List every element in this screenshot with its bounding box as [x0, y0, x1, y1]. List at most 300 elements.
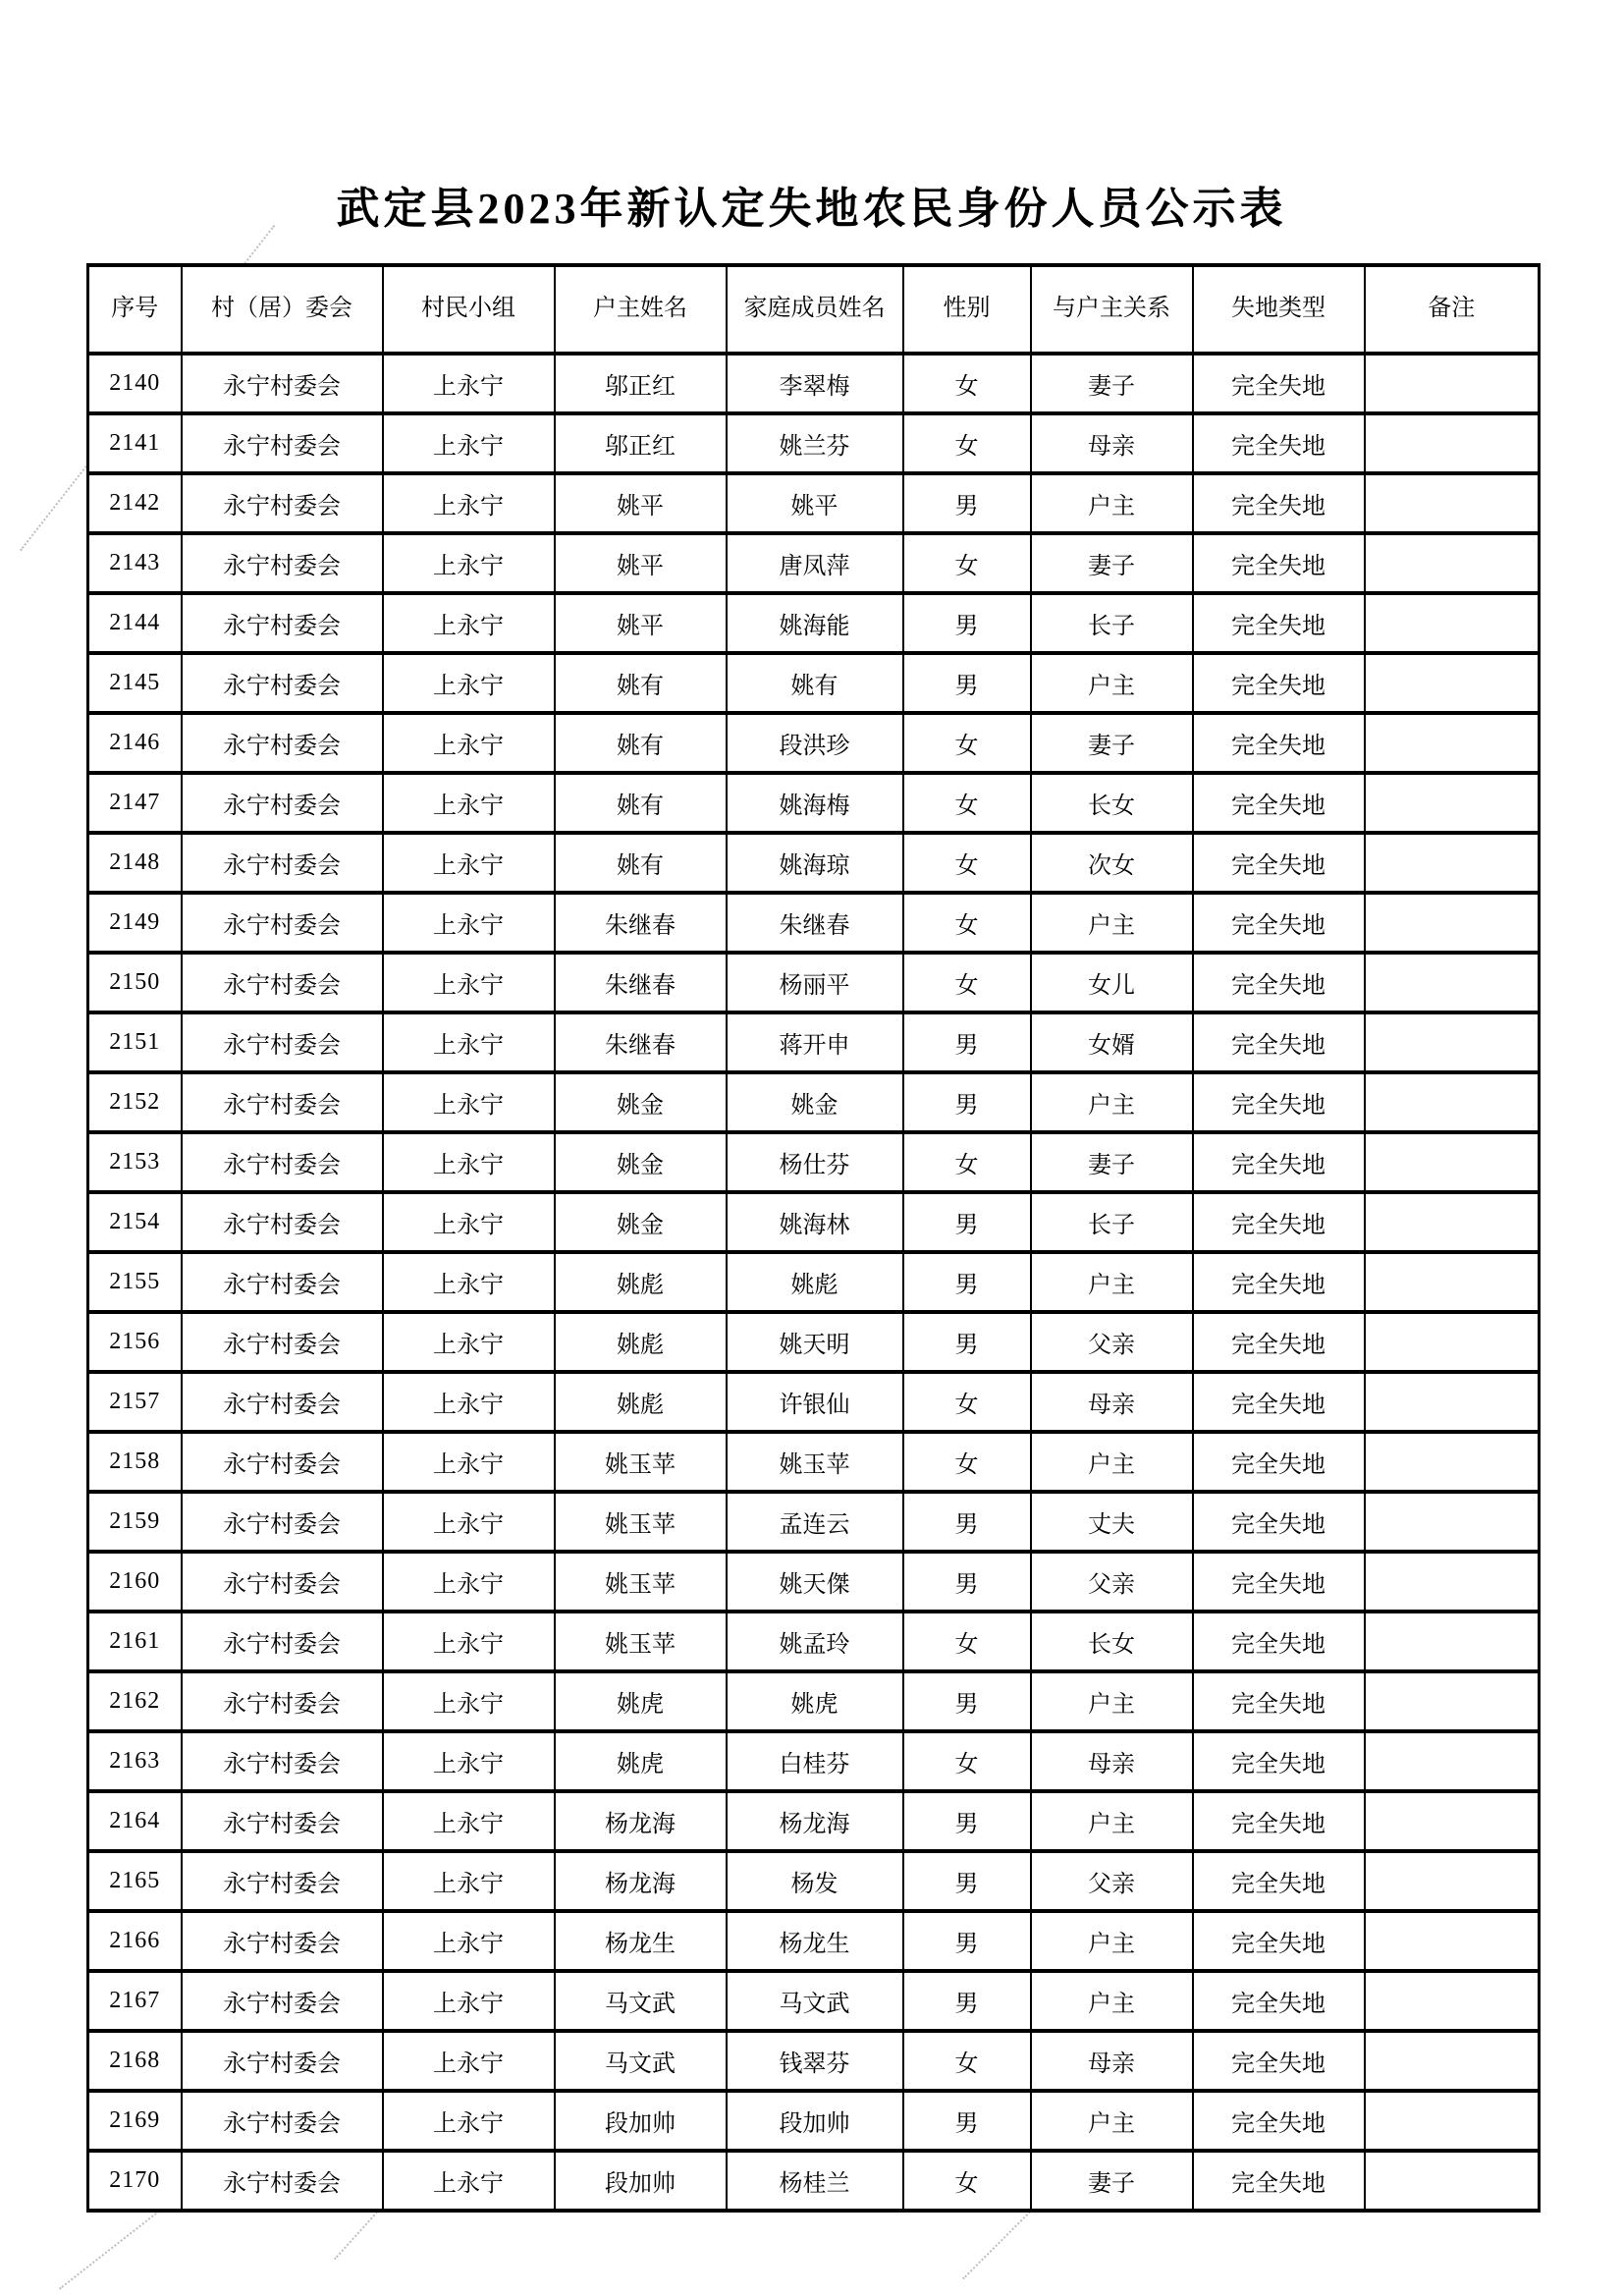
- cell-serial: 2163: [88, 1731, 182, 1791]
- cell-relation: 女儿: [1031, 953, 1193, 1012]
- cell-loss-type: 完全失地: [1193, 354, 1365, 413]
- cell-member-name: 姚天傑: [727, 1552, 903, 1612]
- cell-head-name: 杨龙生: [555, 1911, 727, 1971]
- cell-committee: 永宁村委会: [182, 473, 383, 533]
- cell-committee: 永宁村委会: [182, 1851, 383, 1911]
- cell-loss-type: 完全失地: [1193, 1612, 1365, 1671]
- cell-committee: 永宁村委会: [182, 1791, 383, 1851]
- column-header-remark: 备注: [1365, 265, 1540, 354]
- cell-group: 上永宁: [383, 1971, 555, 2031]
- cell-loss-type: 完全失地: [1193, 2091, 1365, 2151]
- cell-serial: 2152: [88, 1072, 182, 1132]
- table-row: [88, 1911, 1540, 1971]
- table-row: [88, 953, 1540, 1012]
- cell-relation: 母亲: [1031, 2031, 1193, 2091]
- cell-member-name: 杨丽平: [727, 953, 903, 1012]
- cell-serial: 2153: [88, 1132, 182, 1192]
- cell-relation: 户主: [1031, 1671, 1193, 1731]
- cell-relation: 妻子: [1031, 533, 1193, 593]
- cell-group: 上永宁: [383, 1492, 555, 1552]
- cell-relation: 母亲: [1031, 1372, 1193, 1432]
- cell-head-name: 姚玉苹: [555, 1552, 727, 1612]
- table-row: [88, 1671, 1540, 1731]
- cell-member-name: 许银仙: [727, 1372, 903, 1432]
- cell-gender: 女: [903, 833, 1031, 893]
- cell-group: 上永宁: [383, 773, 555, 833]
- cell-gender: 男: [903, 1971, 1031, 2031]
- cell-committee: 永宁村委会: [182, 1072, 383, 1132]
- cell-committee: 永宁村委会: [182, 593, 383, 653]
- cell-head-name: 姚金: [555, 1132, 727, 1192]
- cell-serial: 2150: [88, 953, 182, 1012]
- cell-remark: [1365, 1791, 1540, 1851]
- cell-loss-type: 完全失地: [1193, 1971, 1365, 2031]
- table-row: [88, 413, 1540, 473]
- cell-remark: [1365, 773, 1540, 833]
- cell-serial: 2145: [88, 653, 182, 713]
- header-row: [88, 265, 1540, 354]
- cell-gender: 女: [903, 1132, 1031, 1192]
- cell-gender: 男: [903, 473, 1031, 533]
- cell-gender: 女: [903, 953, 1031, 1012]
- cell-serial: 2151: [88, 1012, 182, 1072]
- table-row: [88, 1612, 1540, 1671]
- cell-remark: [1365, 1731, 1540, 1791]
- cell-head-name: 段加帅: [555, 2151, 727, 2211]
- cell-committee: 永宁村委会: [182, 1552, 383, 1612]
- cell-committee: 永宁村委会: [182, 1372, 383, 1432]
- cell-remark: [1365, 1072, 1540, 1132]
- cell-head-name: 姚彪: [555, 1372, 727, 1432]
- cell-group: 上永宁: [383, 1911, 555, 1971]
- cell-gender: 男: [903, 2091, 1031, 2151]
- cell-gender: 女: [903, 773, 1031, 833]
- table-row: [88, 1312, 1540, 1372]
- cell-committee: 永宁村委会: [182, 893, 383, 953]
- cell-relation: 妻子: [1031, 1132, 1193, 1192]
- cell-gender: 男: [903, 1851, 1031, 1911]
- table-row: [88, 2151, 1540, 2211]
- cell-relation: 户主: [1031, 1911, 1193, 1971]
- cell-relation: 母亲: [1031, 1731, 1193, 1791]
- cell-committee: 永宁村委会: [182, 1192, 383, 1252]
- cell-head-name: 姚彪: [555, 1312, 727, 1372]
- cell-relation: 妻子: [1031, 713, 1193, 773]
- cell-relation: 妻子: [1031, 354, 1193, 413]
- cell-loss-type: 完全失地: [1193, 413, 1365, 473]
- cell-committee: 永宁村委会: [182, 1132, 383, 1192]
- cell-member-name: 姚虎: [727, 1671, 903, 1731]
- cell-head-name: 姚玉苹: [555, 1432, 727, 1492]
- cell-group: 上永宁: [383, 833, 555, 893]
- cell-remark: [1365, 1851, 1540, 1911]
- table-row: [88, 773, 1540, 833]
- cell-member-name: 马文武: [727, 1971, 903, 2031]
- cell-serial: 2156: [88, 1312, 182, 1372]
- cell-member-name: 姚兰芬: [727, 413, 903, 473]
- cell-loss-type: 完全失地: [1193, 1731, 1365, 1791]
- cell-head-name: 邬正红: [555, 354, 727, 413]
- cell-head-name: 姚有: [555, 713, 727, 773]
- cell-relation: 户主: [1031, 1791, 1193, 1851]
- cell-committee: 永宁村委会: [182, 1671, 383, 1731]
- landless-farmers-table: [86, 263, 1541, 2213]
- cell-member-name: 姚海林: [727, 1192, 903, 1252]
- cell-group: 上永宁: [383, 893, 555, 953]
- cell-remark: [1365, 1132, 1540, 1192]
- cell-remark: [1365, 1492, 1540, 1552]
- cell-member-name: 段洪珍: [727, 713, 903, 773]
- cell-remark: [1365, 1252, 1540, 1312]
- cell-serial: 2168: [88, 2031, 182, 2091]
- cell-loss-type: 完全失地: [1193, 1851, 1365, 1911]
- cell-serial: 2165: [88, 1851, 182, 1911]
- table-row: [88, 893, 1540, 953]
- cell-gender: 男: [903, 1252, 1031, 1312]
- cell-serial: 2161: [88, 1612, 182, 1671]
- cell-remark: [1365, 413, 1540, 473]
- cell-remark: [1365, 1312, 1540, 1372]
- column-header-loss-type: 失地类型: [1193, 265, 1365, 354]
- cell-gender: 女: [903, 893, 1031, 953]
- cell-head-name: 姚金: [555, 1072, 727, 1132]
- cell-relation: 户主: [1031, 473, 1193, 533]
- cell-serial: 2159: [88, 1492, 182, 1552]
- cell-committee: 永宁村委会: [182, 354, 383, 413]
- table-row: [88, 2091, 1540, 2151]
- cell-relation: 长子: [1031, 1192, 1193, 1252]
- cell-head-name: 姚平: [555, 593, 727, 653]
- cell-committee: 永宁村委会: [182, 653, 383, 713]
- cell-committee: 永宁村委会: [182, 413, 383, 473]
- cell-gender: 女: [903, 1432, 1031, 1492]
- table-row: [88, 473, 1540, 533]
- column-header-serial: 序号: [88, 265, 182, 354]
- cell-group: 上永宁: [383, 354, 555, 413]
- cell-remark: [1365, 354, 1540, 413]
- cell-serial: 2164: [88, 1791, 182, 1851]
- cell-head-name: 姚彪: [555, 1252, 727, 1312]
- cell-head-name: 马文武: [555, 1971, 727, 2031]
- cell-remark: [1365, 1911, 1540, 1971]
- cell-group: 上永宁: [383, 2091, 555, 2151]
- table-row: [88, 1192, 1540, 1252]
- cell-serial: 2158: [88, 1432, 182, 1492]
- cell-head-name: 姚有: [555, 773, 727, 833]
- cell-remark: [1365, 593, 1540, 653]
- cell-member-name: 蒋开申: [727, 1012, 903, 1072]
- cell-committee: 永宁村委会: [182, 713, 383, 773]
- column-header-group: 村民小组: [383, 265, 555, 354]
- table-row: [88, 2031, 1540, 2091]
- cell-head-name: 姚平: [555, 533, 727, 593]
- table-row: [88, 1791, 1540, 1851]
- page-title: 武定县2023年新认定失地农民身份人员公示表: [336, 185, 1287, 233]
- cell-serial: 2154: [88, 1192, 182, 1252]
- cell-gender: 女: [903, 2031, 1031, 2091]
- cell-loss-type: 完全失地: [1193, 473, 1365, 533]
- cell-serial: 2142: [88, 473, 182, 533]
- cell-loss-type: 完全失地: [1193, 1372, 1365, 1432]
- cell-member-name: 段加帅: [727, 2091, 903, 2151]
- cell-member-name: 姚玉苹: [727, 1432, 903, 1492]
- cell-remark: [1365, 473, 1540, 533]
- cell-gender: 男: [903, 1791, 1031, 1851]
- cell-head-name: 马文武: [555, 2031, 727, 2091]
- cell-committee: 永宁村委会: [182, 1612, 383, 1671]
- cell-member-name: 姚有: [727, 653, 903, 713]
- cell-relation: 户主: [1031, 893, 1193, 953]
- cell-group: 上永宁: [383, 1372, 555, 1432]
- cell-serial: 2141: [88, 413, 182, 473]
- cell-committee: 永宁村委会: [182, 1911, 383, 1971]
- cell-group: 上永宁: [383, 1312, 555, 1372]
- cell-serial: 2144: [88, 593, 182, 653]
- cell-group: 上永宁: [383, 1731, 555, 1791]
- cell-member-name: 钱翠芬: [727, 2031, 903, 2091]
- cell-group: 上永宁: [383, 1432, 555, 1492]
- cell-remark: [1365, 653, 1540, 713]
- cell-committee: 永宁村委会: [182, 2031, 383, 2091]
- cell-serial: 2148: [88, 833, 182, 893]
- cell-gender: 男: [903, 1552, 1031, 1612]
- table-row: [88, 1552, 1540, 1612]
- cell-committee: 永宁村委会: [182, 1012, 383, 1072]
- cell-group: 上永宁: [383, 1252, 555, 1312]
- cell-relation: 妻子: [1031, 2151, 1193, 2211]
- table-row: [88, 1971, 1540, 2031]
- cell-relation: 丈夫: [1031, 1492, 1193, 1552]
- cell-loss-type: 完全失地: [1193, 953, 1365, 1012]
- cell-head-name: 杨龙海: [555, 1791, 727, 1851]
- cell-relation: 父亲: [1031, 1851, 1193, 1911]
- cell-group: 上永宁: [383, 1612, 555, 1671]
- cell-loss-type: 完全失地: [1193, 1791, 1365, 1851]
- cell-committee: 永宁村委会: [182, 1492, 383, 1552]
- table-row: [88, 1252, 1540, 1312]
- cell-group: 上永宁: [383, 1072, 555, 1132]
- cell-loss-type: 完全失地: [1193, 1432, 1365, 1492]
- cell-group: 上永宁: [383, 1552, 555, 1612]
- cell-loss-type: 完全失地: [1193, 1012, 1365, 1072]
- cell-relation: 户主: [1031, 2091, 1193, 2151]
- cell-group: 上永宁: [383, 473, 555, 533]
- cell-committee: 永宁村委会: [182, 953, 383, 1012]
- cell-relation: 父亲: [1031, 1552, 1193, 1612]
- cell-committee: 永宁村委会: [182, 833, 383, 893]
- table-row: [88, 1731, 1540, 1791]
- cell-relation: 户主: [1031, 653, 1193, 713]
- cell-gender: 女: [903, 1731, 1031, 1791]
- cell-remark: [1365, 2091, 1540, 2151]
- cell-group: 上永宁: [383, 953, 555, 1012]
- cell-group: 上永宁: [383, 713, 555, 773]
- cell-loss-type: 完全失地: [1193, 1671, 1365, 1731]
- cell-remark: [1365, 893, 1540, 953]
- table-row: [88, 833, 1540, 893]
- cell-serial: 2146: [88, 713, 182, 773]
- cell-group: 上永宁: [383, 1851, 555, 1911]
- cell-serial: 2147: [88, 773, 182, 833]
- cell-committee: 永宁村委会: [182, 1312, 383, 1372]
- cell-serial: 2166: [88, 1911, 182, 1971]
- cell-gender: 男: [903, 653, 1031, 713]
- column-header-head-name: 户主姓名: [555, 265, 727, 354]
- cell-serial: 2157: [88, 1372, 182, 1432]
- cell-loss-type: 完全失地: [1193, 2031, 1365, 2091]
- cell-loss-type: 完全失地: [1193, 1072, 1365, 1132]
- cell-member-name: 杨发: [727, 1851, 903, 1911]
- cell-remark: [1365, 833, 1540, 893]
- cell-relation: 父亲: [1031, 1312, 1193, 1372]
- cell-loss-type: 完全失地: [1193, 773, 1365, 833]
- table-row: [88, 1372, 1540, 1432]
- cell-head-name: 邬正红: [555, 413, 727, 473]
- column-header-relation: 与户主关系: [1031, 265, 1193, 354]
- table-row: [88, 1851, 1540, 1911]
- cell-loss-type: 完全失地: [1193, 713, 1365, 773]
- cell-relation: 户主: [1031, 1432, 1193, 1492]
- cell-relation: 户主: [1031, 1072, 1193, 1132]
- column-header-committee: 村（居）委会: [182, 265, 383, 354]
- cell-group: 上永宁: [383, 2151, 555, 2211]
- table-row: [88, 1072, 1540, 1132]
- cell-remark: [1365, 1671, 1540, 1731]
- cell-remark: [1365, 533, 1540, 593]
- cell-group: 上永宁: [383, 413, 555, 473]
- cell-serial: 2167: [88, 1971, 182, 2031]
- cell-group: 上永宁: [383, 593, 555, 653]
- table-row: [88, 533, 1540, 593]
- cell-remark: [1365, 1971, 1540, 2031]
- cell-committee: 永宁村委会: [182, 1971, 383, 2031]
- cell-member-name: 唐凤萍: [727, 533, 903, 593]
- cell-loss-type: 完全失地: [1193, 2151, 1365, 2211]
- cell-head-name: 姚虎: [555, 1731, 727, 1791]
- cell-loss-type: 完全失地: [1193, 1911, 1365, 1971]
- cell-committee: 永宁村委会: [182, 1731, 383, 1791]
- cell-remark: [1365, 1552, 1540, 1612]
- cell-group: 上永宁: [383, 533, 555, 593]
- cell-member-name: 姚金: [727, 1072, 903, 1132]
- cell-group: 上永宁: [383, 1671, 555, 1731]
- cell-loss-type: 完全失地: [1193, 1492, 1365, 1552]
- cell-loss-type: 完全失地: [1193, 533, 1365, 593]
- cell-group: 上永宁: [383, 1791, 555, 1851]
- cell-member-name: 白桂芬: [727, 1731, 903, 1791]
- table-row: [88, 354, 1540, 413]
- cell-head-name: 姚虎: [555, 1671, 727, 1731]
- cell-member-name: 杨龙生: [727, 1911, 903, 1971]
- cell-serial: 2155: [88, 1252, 182, 1312]
- cell-relation: 母亲: [1031, 413, 1193, 473]
- cell-remark: [1365, 713, 1540, 773]
- table-row: [88, 713, 1540, 773]
- cell-committee: 永宁村委会: [182, 1432, 383, 1492]
- cell-head-name: 姚金: [555, 1192, 727, 1252]
- cell-gender: 女: [903, 413, 1031, 473]
- cell-member-name: 姚天明: [727, 1312, 903, 1372]
- cell-committee: 永宁村委会: [182, 1252, 383, 1312]
- cell-member-name: 杨仕芬: [727, 1132, 903, 1192]
- cell-head-name: 姚平: [555, 473, 727, 533]
- cell-relation: 次女: [1031, 833, 1193, 893]
- cell-committee: 永宁村委会: [182, 773, 383, 833]
- cell-loss-type: 完全失地: [1193, 1132, 1365, 1192]
- cell-gender: 女: [903, 533, 1031, 593]
- cell-relation: 户主: [1031, 1252, 1193, 1312]
- cell-group: 上永宁: [383, 653, 555, 713]
- cell-gender: 女: [903, 2151, 1031, 2211]
- cell-head-name: 朱继春: [555, 893, 727, 953]
- cell-gender: 男: [903, 1192, 1031, 1252]
- cell-member-name: 杨桂兰: [727, 2151, 903, 2211]
- cell-loss-type: 完全失地: [1193, 833, 1365, 893]
- column-header-member-name: 家庭成员姓名: [727, 265, 903, 354]
- cell-committee: 永宁村委会: [182, 2091, 383, 2151]
- cell-relation: 长子: [1031, 593, 1193, 653]
- column-header-gender: 性别: [903, 265, 1031, 354]
- cell-loss-type: 完全失地: [1193, 1312, 1365, 1372]
- cell-relation: 户主: [1031, 1971, 1193, 2031]
- cell-gender: 男: [903, 1671, 1031, 1731]
- cell-head-name: 姚有: [555, 653, 727, 713]
- cell-head-name: 姚玉苹: [555, 1492, 727, 1552]
- cell-loss-type: 完全失地: [1193, 893, 1365, 953]
- cell-serial: 2149: [88, 893, 182, 953]
- cell-member-name: 姚彪: [727, 1252, 903, 1312]
- cell-head-name: 朱继春: [555, 1012, 727, 1072]
- cell-head-name: 杨龙海: [555, 1851, 727, 1911]
- table-row: [88, 1012, 1540, 1072]
- table-row: [88, 1492, 1540, 1552]
- cell-group: 上永宁: [383, 1192, 555, 1252]
- cell-serial: 2160: [88, 1552, 182, 1612]
- table-row: [88, 593, 1540, 653]
- cell-group: 上永宁: [383, 1012, 555, 1072]
- cell-member-name: 姚海琼: [727, 833, 903, 893]
- cell-head-name: 姚玉苹: [555, 1612, 727, 1671]
- cell-gender: 男: [903, 1312, 1031, 1372]
- cell-loss-type: 完全失地: [1193, 1552, 1365, 1612]
- cell-remark: [1365, 2151, 1540, 2211]
- cell-gender: 女: [903, 1372, 1031, 1432]
- cell-gender: 女: [903, 354, 1031, 413]
- cell-head-name: 朱继春: [555, 953, 727, 1012]
- cell-member-name: 孟连云: [727, 1492, 903, 1552]
- cell-remark: [1365, 1372, 1540, 1432]
- table-row: [88, 1432, 1540, 1492]
- cell-serial: 2162: [88, 1671, 182, 1731]
- cell-member-name: 姚海能: [727, 593, 903, 653]
- cell-loss-type: 完全失地: [1193, 593, 1365, 653]
- cell-member-name: 姚孟玲: [727, 1612, 903, 1671]
- cell-relation: 长女: [1031, 773, 1193, 833]
- cell-gender: 男: [903, 1012, 1031, 1072]
- table-row: [88, 1132, 1540, 1192]
- cell-relation: 长女: [1031, 1612, 1193, 1671]
- cell-gender: 男: [903, 1911, 1031, 1971]
- cell-remark: [1365, 1012, 1540, 1072]
- cell-member-name: 姚平: [727, 473, 903, 533]
- cell-gender: 女: [903, 1612, 1031, 1671]
- cell-member-name: 杨龙海: [727, 1791, 903, 1851]
- cell-loss-type: 完全失地: [1193, 1252, 1365, 1312]
- cell-group: 上永宁: [383, 2031, 555, 2091]
- cell-member-name: 朱继春: [727, 893, 903, 953]
- cell-gender: 男: [903, 1492, 1031, 1552]
- cell-loss-type: 完全失地: [1193, 1192, 1365, 1252]
